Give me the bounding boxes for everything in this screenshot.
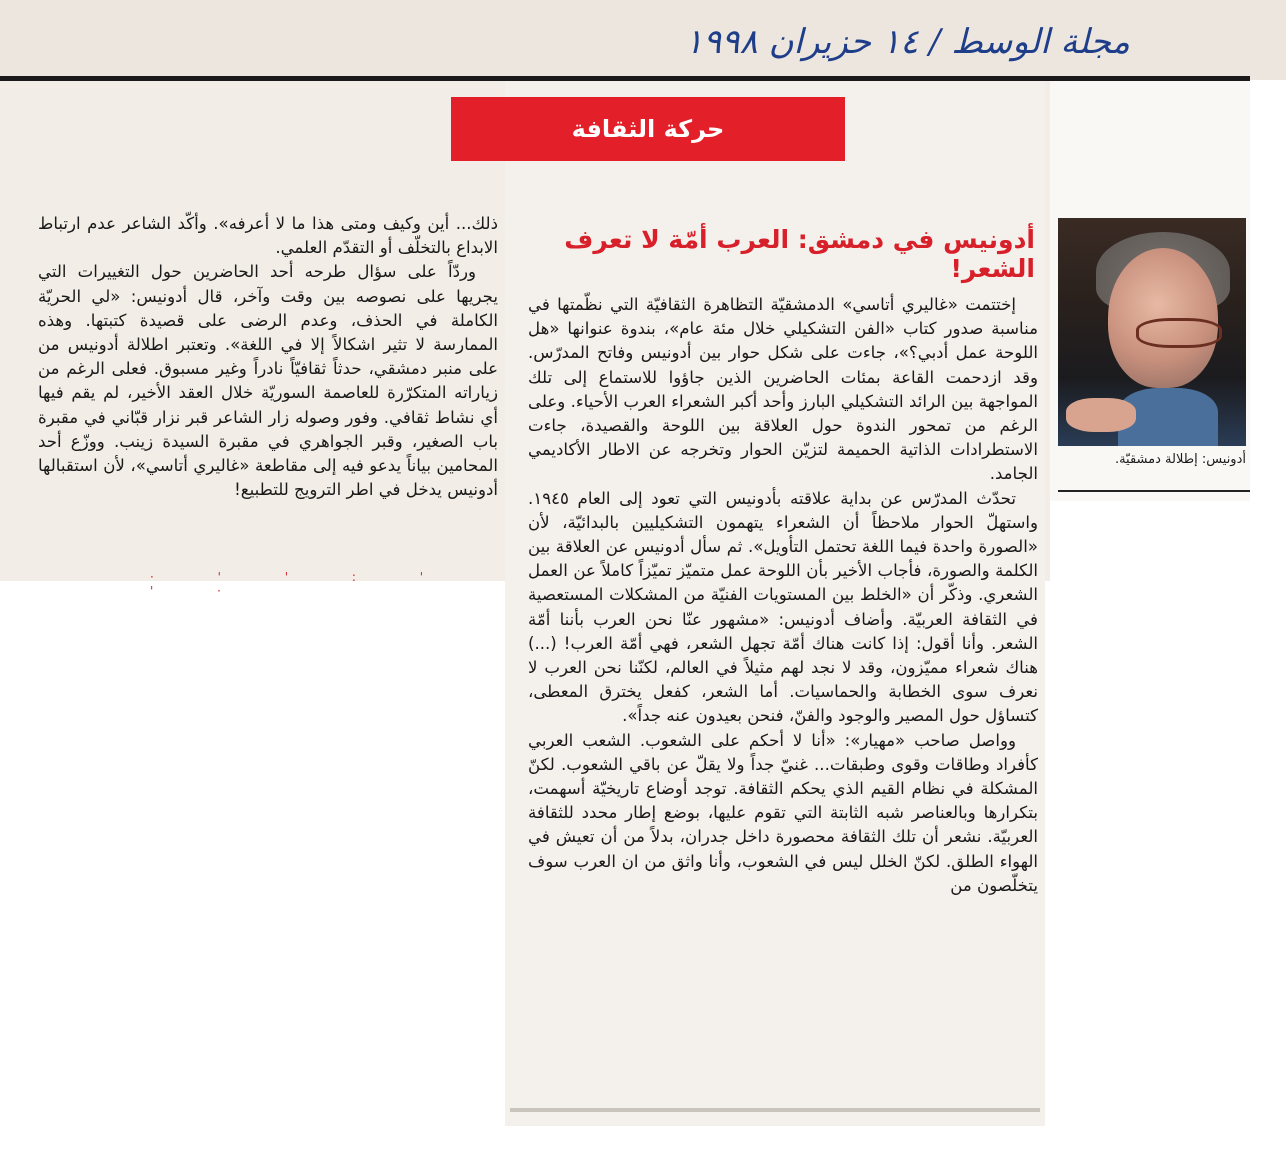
photo-glasses-shape [1136, 318, 1222, 348]
paragraph: إختتمت «غاليري أتاسي» الدمشقيّة التظاهرة الثقافيّة التي نظّمتها في مناسبة صدور كتاب «الفن التشكيلي خلال مئة عام»، بندوة عنوانها «هل اللوحة عمل أدبي؟»، جاءت على شكل حوار بين أدونيس وفاتح المدرّس. وقد ازدحمت القاعة بمئات الحاضرين الذين جاؤوا للاستماع إلى تلك المواجهة بين الرائد التشكيلي البارز وأحد أكبر الشعراء العرب الأحياء. وعلى الرغم من تمحور الندوة حول العلاقة بين اللوحة والقصيدة، جاءت الاستطرادات الذاتية الحميمة لتزيّن الحوار وتخرجه عن الاطار الأكاديمي الجامد. [528, 295, 1038, 484]
paragraph: تحدّث المدرّس عن بداية علاقته بأدونيس التي تعود إلى العام ١٩٤٥. واستهلّ الحوار ملاحظاً أن الشعراء يتهمون التشكيليين بالبدائيّة، لأن «الصورة واحدة فيما اللغة تحتمل التأويل». ثم سأل أدونيس عن العلاقة بين الكلمة والصورة، فأجاب الأخير بأن اللوحة عمل متميّز تميّزاً كاملاً عن العمل الشعري. وذكّر أن «الخلط بين المستويات الفنيّة من المشكلات المستعصية في الثقافة العربيّة. وأضاف أدونيس: «مشهور عنّا نحن العرب بأننا أمّة الشعر. وأنا أقول: إذا كانت هناك أمّة تجهل الشعر، فهي أمّة العرب! (...) هناك شعراء مميّزون، وقد لا نجد لهم مثيلاً في العالم، لكنّنا نحن العرب لا نعرف سوى الخطابة والحماسيات. أما الشعر، كفعل يخترق المعطى، كتساؤل حول المصير والوجود والفنّ، فنحن بعيدون عنه جداً». [528, 488, 1038, 726]
paragraph: وردّاً على سؤال طرحه أحد الحاضرين حول التغييرات التي يجريها على نصوصه بين وقت وآخر، قال أدونيس: «لي الحريّة الكاملة في الحذف، وعدم الرضى على قصيدة كتبتها. وهذه الممارسة لا تثير اشكالاً إلا في اللغة». وتعتبر اطلالة أدونيس من على منبر دمشقي، حدثاً ثقافيّاً نادراً وغير مسبوق. فعلى الرغم من زياراته المتكرّرة للعاصمة السوريّة خلال العقد الأخير، لم يقم فيها أي نشاط ثقافي. وفور وصوله زار الشاعر قبر نزار قبّاني في مقبرة باب الصغير، وقبر الجواهري في مقبرة السيدة زينب. ووزّع أحد المحامين بياناً يدعو فيه إلى مقاطعة «غاليري أتاسي»، لأن استقبالها أدونيس يدخل في اطر الترويج للتطبيع! [38, 262, 498, 500]
bleed-through-marks: · ' ' : ' ' · [150, 570, 454, 598]
bottom-edge-rule [510, 1108, 1040, 1112]
paragraph: وواصل صاحب «مهيار»: «أنا لا أحكم على الشعوب. الشعب العربي كأفراد وطاقات وقوى وطبقات... غنيّ جداً ولا يقلّ عن باقي الشعوب. لكنّ المشكلة في نظام القيم الذي يحكم الثقافة. توجد أوضاع تاريخيّة أسهمت، بتكرارها وبالعناصر شبه الثابتة التي تقوم عليها، بوضع إطار محدد للثقافة العربيّة. نشعر أن تلك الثقافة محصورة داخل جدران، بدلاً من أن تعيش في الهواء الطلق. لكنّ الخلل ليس في الشعوب، وأنا واثق من ان العرب سوف يتخلّصون من [528, 730, 1038, 895]
photo-caption: أدونيس: إطلالة دمشقيّة. [1114, 452, 1246, 467]
photo-hand-shape [1066, 398, 1136, 432]
article-column-center [528, 293, 1038, 898]
article-column-left [38, 212, 498, 502]
paragraph: ذلك... أين وكيف ومتى هذا ما لا أعرفه». وأكّد الشاعر عدم ارتباط الابداع بالتخلّف أو التقدّم العلمي. [38, 214, 498, 258]
section-title: حركة الثقافة [571, 115, 725, 143]
caption-divider [1058, 490, 1250, 492]
article-headline: أدونيس في دمشق: العرب أمّة لا تعرف الشعر! [564, 225, 1035, 283]
article-photo [1058, 218, 1246, 446]
handwritten-source-note: مجلة الوسط / ١٤ حزيران ١٩٩٨ [684, 22, 1130, 62]
section-banner [451, 97, 845, 161]
